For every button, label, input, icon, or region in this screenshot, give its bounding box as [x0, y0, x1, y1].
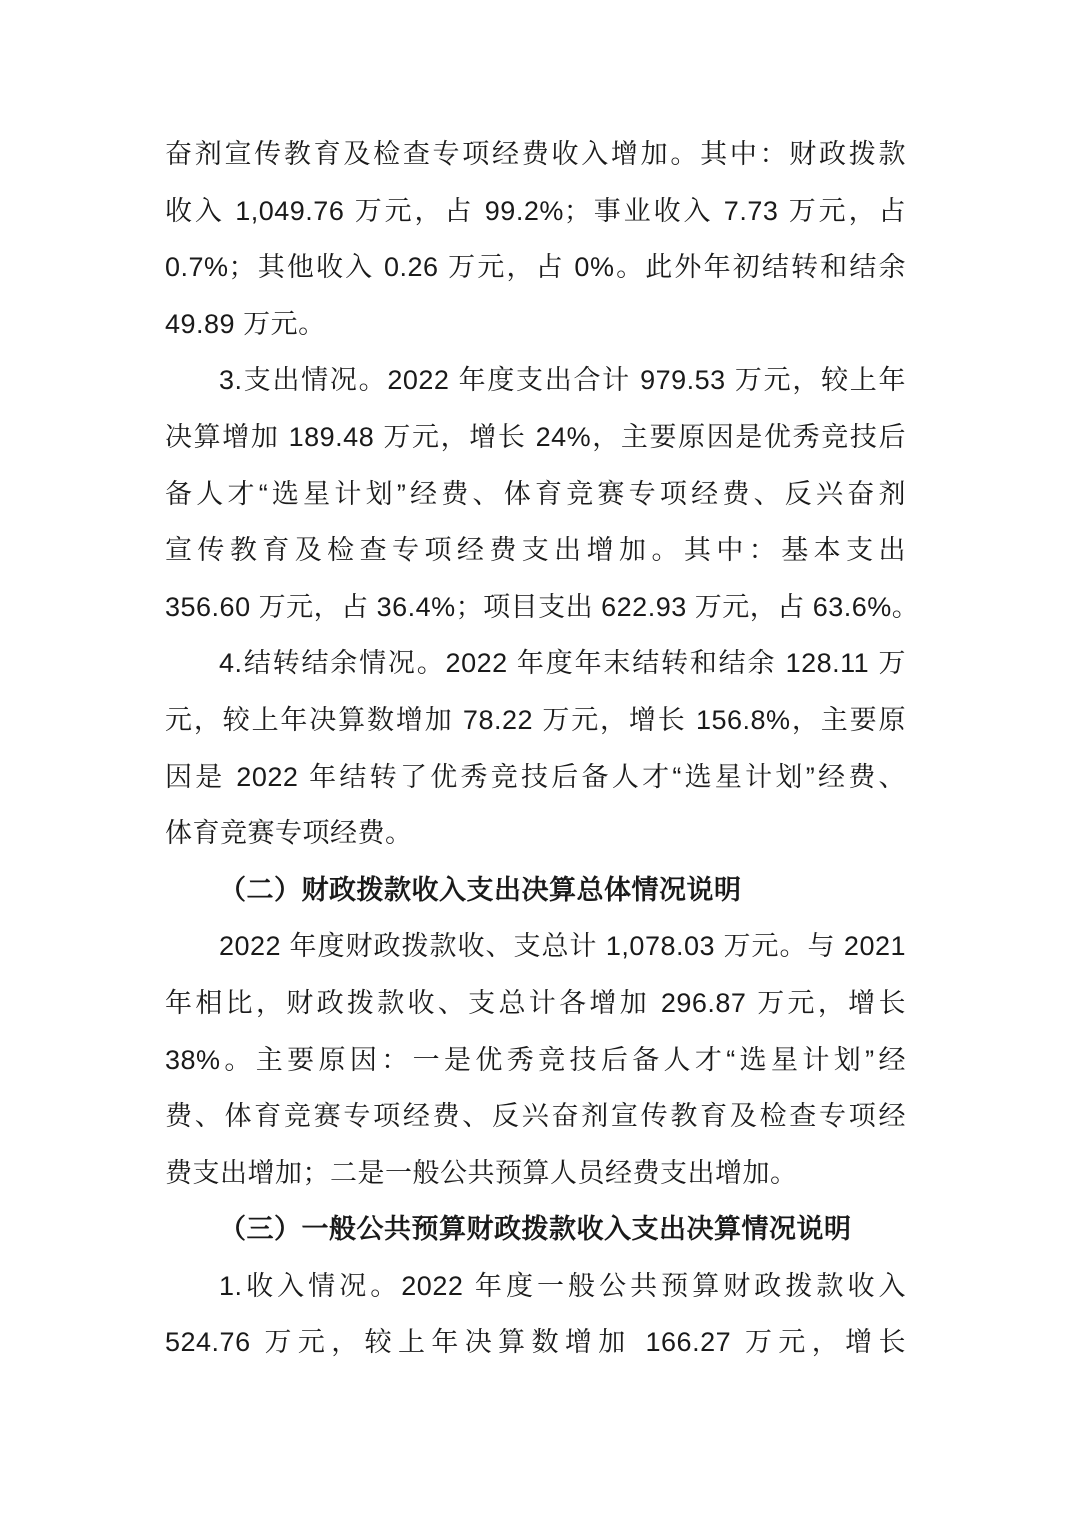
text-line: 元，较上年决算数增加 78.22 万元，增长 156.8%，主要原: [165, 704, 906, 735]
text-line: 2022 年度财政拨款收、支总计 1,078.03 万元。与 2021: [219, 931, 906, 962]
text-line: 3.支出情况。2022 年度支出合计 979.53 万元，较上年: [219, 365, 906, 396]
text-line: 356.60 万元，占 36.4%；项目支出 622.93 万元，占 63.6%。: [165, 591, 920, 622]
document-body: [165, 126, 920, 1371]
section-heading-2: （二）财政拨款收入支出决算总体情况说明: [219, 874, 742, 905]
text-line: 奋剂宣传教育及检查专项经费收入增加。其中：财政拨款: [165, 139, 906, 169]
text-line: 收入 1,049.76 万元，占 99.2%；事业收入 7.73 万元，占: [165, 195, 906, 226]
text-line: 4.结转结余情况。2022 年度年末结转和结余 128.11 万: [219, 648, 906, 679]
text-line: 决算增加 189.48 万元，增长 24%，主要原因是优秀竞技后: [165, 421, 906, 452]
text-line: 备人才“选星计划”经费、体育竞赛专项经费、反兴奋剂: [165, 478, 906, 509]
text-line: 费支出增加；二是一般公共预算人员经费支出增加。: [165, 1157, 798, 1188]
text-line: 38%。主要原因：一是优秀竞技后备人才“选星计划”经: [165, 1044, 906, 1075]
text-line: 体育竞赛专项经费。: [165, 818, 413, 849]
section-heading-3: （三）一般公共预算财政拨款收入支出决算情况说明: [219, 1214, 852, 1245]
text-line: 0.7%；其他收入 0.26 万元，占 0%。此外年初结转和结余: [165, 252, 906, 283]
text-line: 524.76 万元，较上年决算数增加 166.27 万元，增长: [165, 1327, 906, 1358]
text-line: 因是 2022 年结转了优秀竞技后备人才“选星计划”经费、: [165, 761, 906, 792]
text-line: 费、体育竞赛专项经费、反兴奋剂宣传教育及检查专项经: [165, 1101, 906, 1132]
text-line: 1.收入情况。2022 年度一般公共预算财政拨款收入: [219, 1270, 906, 1301]
text-line: 49.89 万元。: [165, 308, 326, 339]
text-line: 年相比，财政拨款收、支总计各增加 296.87 万元，增长: [165, 987, 906, 1018]
text-line: 宣传教育及检查专项经费支出增加。其中：基本支出: [165, 535, 906, 566]
